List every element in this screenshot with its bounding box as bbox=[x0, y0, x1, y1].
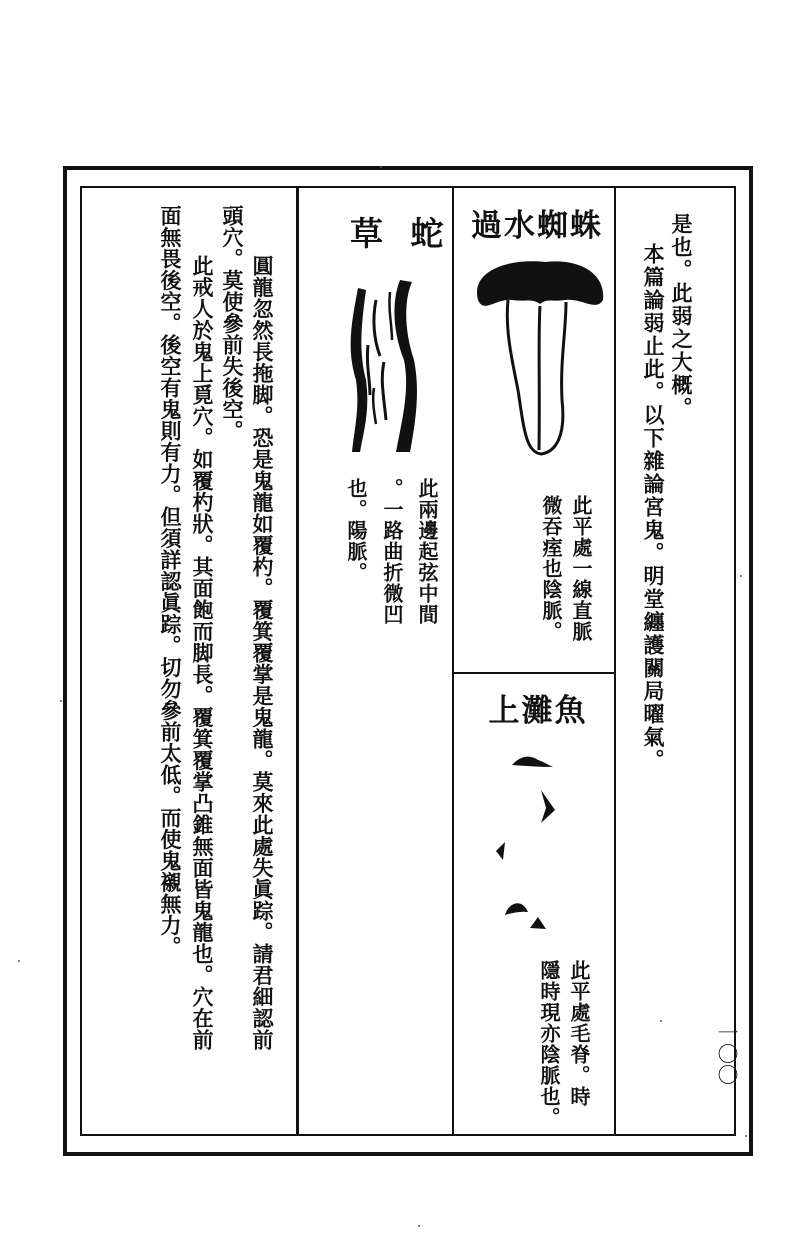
scan-speck bbox=[418, 1225, 420, 1227]
panel-caoshe-caption-3: 也。陽脈。 bbox=[344, 478, 368, 583]
main-text-line-4: 面無畏後空。後空有鬼則有力。但須詳認眞踪。切勿參前太低。而使鬼襯無力。 bbox=[158, 205, 183, 958]
panel-caoshe-title: 草 蛇 bbox=[350, 214, 452, 253]
scan-speck bbox=[60, 700, 62, 702]
main-text-line-3: 此戒人於鬼上覓穴。如覆杓狀。其面飽而脚長。覆箕覆掌凸錐無面皆鬼龍也。穴在前 bbox=[190, 255, 215, 1051]
panel-guoshui-caption-1: 此平處一線直脈 bbox=[569, 495, 593, 642]
scan-speck bbox=[740, 575, 742, 577]
panel-guoshui-title: 過水蜘蛛 bbox=[471, 208, 603, 244]
scan-speck bbox=[745, 1135, 747, 1137]
main-text-line-1: 圓龍忽然長拖脚。恐是鬼龍如覆杓。覆箕覆掌是鬼龍。莫來此處失眞踪。請君細認前 bbox=[250, 255, 275, 1051]
right-column-line-2: 本篇論弱止此。以下雜論宮鬼。明堂纏護關局曜氣。 bbox=[641, 243, 666, 772]
scan-speck bbox=[660, 1020, 662, 1022]
panel-caoshe-caption-1: 此兩邊起弦中間 bbox=[415, 478, 439, 625]
scan-speck bbox=[18, 960, 20, 962]
panel-shangtan-title: 上灘魚 bbox=[488, 693, 588, 729]
scan-speck bbox=[380, 166, 382, 168]
panel-shangtan-caption-1: 此平處毛脊。時 bbox=[567, 960, 591, 1107]
panel-guoshui-caption-2: 微吞痓也陰脈。 bbox=[539, 495, 563, 642]
right-column-line-1: 是也。此弱之大概。 bbox=[669, 213, 694, 420]
panel-caoshe-caption-2: 。一路曲折微凹 bbox=[380, 478, 404, 625]
main-text-line-2: 頭穴。莫使參前失後空。 bbox=[220, 205, 245, 442]
panel-shangtan-caption-2: 隱時現亦陰脈也。 bbox=[537, 960, 561, 1128]
page-number: 一〇〇 bbox=[715, 1022, 739, 1085]
